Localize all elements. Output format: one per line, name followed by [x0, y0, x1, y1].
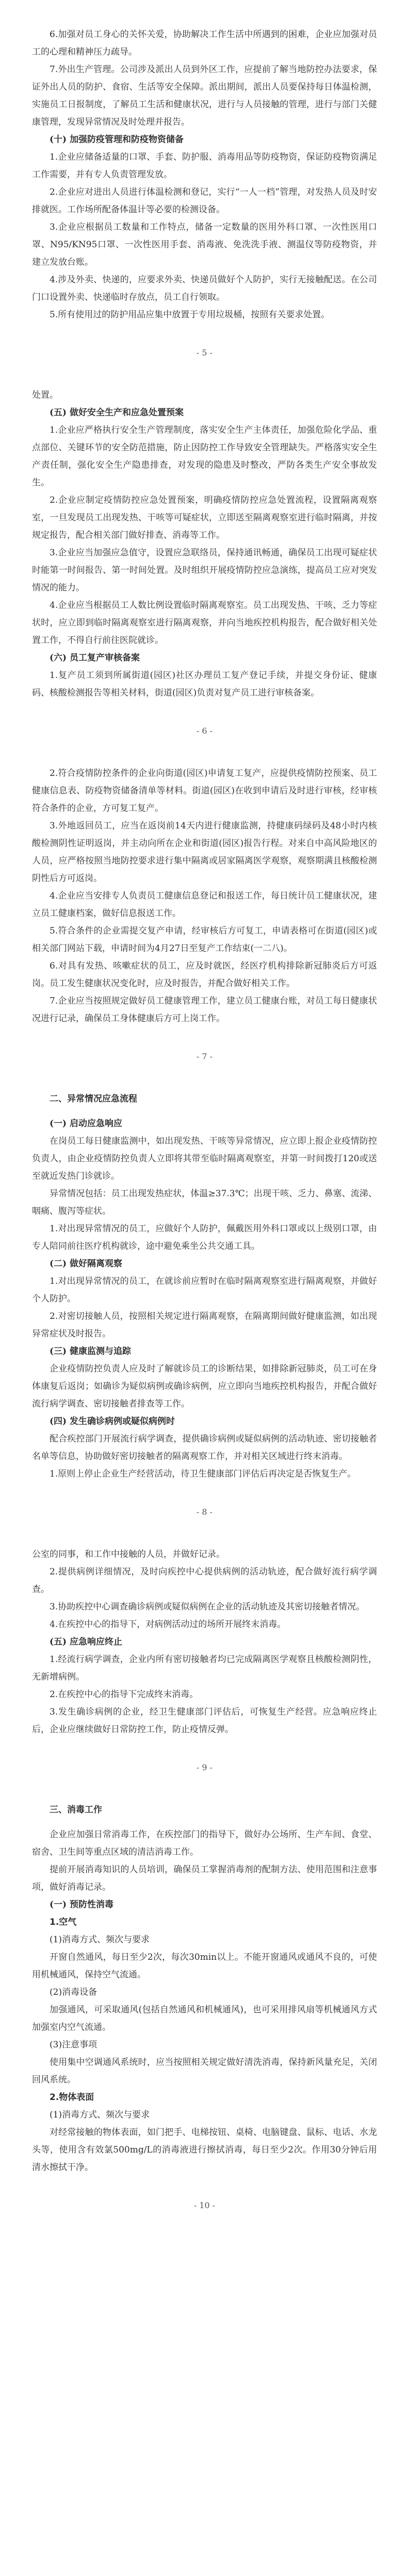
paragraph: 7.外出生产管理。公司涉及派出人员到外区工作，应提前了解当地防控办法要求，保证外出人员的防护、食宿、生活等安全保障。派出期间，派出人员要保持每日体温检测，实施员工日报制度，了解员工生活和健康状况，进行与人员接触的管理，进行与部门关健康管理，发现异常情况及时处理并报告。 — [32, 64, 377, 127]
paragraph: 2.对密切接触人员，按照相关规定进行隔离观察，在隔离期间做好健康监测，如出现异常症状及时报告。 — [32, 1311, 377, 1339]
clause-heading: (二) 做好隔离观察 — [50, 1259, 123, 1269]
paragraph: 1.对出现异常情况的员工，应做好个人防护，佩戴医用外科口罩或以上级别口罩，由专人陪同前往医疗机构就诊，途中避免乘坐公共交通工具。 — [32, 1224, 377, 1251]
page-number: - 8 - — [196, 1507, 213, 1517]
subsection-heading: 2.物体表面 — [50, 2092, 94, 2103]
subsection-heading: 1.空气 — [50, 1917, 77, 1927]
page-number: - 5 - — [196, 348, 213, 358]
paragraph: 异常情况包括：员工出现发热症状，体温≥37.3℃；出现干咳、乏力、鼻塞、流涕、咽痛、腹泻等症状。 — [32, 1189, 377, 1216]
paragraph: 企业应加强日常消毒工作，在疾控部门的指导下，做好办公场所、生产车间、食堂、宿舍、卫生间等重点区域的清洁消毒工作。 — [32, 1829, 377, 1857]
paragraph: 3.外地返回员工，应当在返岗前14天内进行健康监测，持健康码绿码及48小时内核酸检测阴性证明返岗，并主动向所在企业和街道(园区)报告行程。对来自中高风险地区的人员，应严格按照当地防控要求进行集中隔离或居家隔离医学观察，观察期满且核酸检测阴性后方可返岗。 — [32, 821, 377, 884]
paragraph: 在岗员工每日健康监测中，如出现发热、干咳等异常情况，应立即上报企业疫情防控负责人，由企业疫情防控负责人立即将其带至临时隔离观察室，并第一时间拨打120或送至就近发热门诊就诊。 — [32, 1136, 377, 1181]
paragraph: 2.企业应制定疫情防控应急处置预案，明确疫情防控应急处置流程，设置隔离观察室，一旦发现员工出现发热、干咳等可疑症状，立即送至隔离观察室进行临时隔离，并按规定报告，配合相关部门做好排查、消毒等工作。 — [32, 495, 377, 540]
paragraph: 提前开展消毒知识的人员培训，确保员工掌握消毒剂的配制方法、使用范围和注意事项，做好消毒记录。 — [32, 1865, 377, 1892]
clause-heading: (五) 做好安全生产和应急处置预案 — [50, 408, 184, 418]
section-heading: 三、消毒工作 — [50, 1805, 102, 1815]
paragraph: 4.企业应当根据员工人数比例设置临时隔离观察室。员工出现发热、干咳、乏力等症状时，应立即到临时隔离观察室进行隔离观察，并向当地疾控机构报告，配合做好相关处置工作，不得自行前往医院就诊。 — [32, 600, 377, 646]
paragraph: 1.复产员工须到所属街道(园区)社区办理员工复产登记手续，并提交身份证、健康码、核酸检测报告等相关材料，街道(园区)负责对复产员工进行审核备案。 — [32, 670, 377, 698]
paragraph: 1.企业应储备适量的口罩、手套、防护服、消毒用品等防疫物资，保证防疫物资满足工作需要，并有专人负责管理发放。 — [32, 152, 377, 180]
paragraph: (2)消毒设备 — [50, 1987, 97, 1997]
paragraph: 3.发生确诊病例的企业，经卫生健康部门评估后，可恢复生产经营。应急响应终止后，企业应继续做好日常防控工作，防止疫情反弹。 — [32, 1707, 377, 1735]
page-number: - 10 - — [193, 2200, 216, 2210]
section-heading: 二、异常情况应急流程 — [50, 1094, 137, 1104]
paragraph: 4.企业应当安排专人负责员工健康信息登记和报送工作，每日统计员工健康状况，建立员工健康档案，做好信息报送工作。 — [32, 891, 377, 919]
paragraph: 2.企业应对进出人员进行体温检测和登记，实行“一人一档”管理，对发热人员及时安排就医。工作场所配备体温计等必要的检测设备。 — [32, 187, 377, 215]
paragraph: 2.符合疫情防控条件的企业向街道(园区)申请复工复产，应提供疫情防控预案、员工健康信息表、防疫物资储备清单等材料。街道(园区)在收到申请后及时进行审核，经审核符合条件的企业，方可复工复产。 — [32, 768, 377, 814]
paragraph: 1.原则上停止企业生产经营活动，待卫生健康部门评估后再决定是否恢复生产。 — [50, 1469, 356, 1479]
paragraph: (3)注意事项 — [50, 2040, 97, 2050]
paragraph: 开窗自然通风，每日至少2次，每次30min以上。不能开窗通风或通风不良的，可使用机械通风，保持空气流通。 — [32, 1952, 377, 1980]
paragraph: 6.加强对员工身心的关怀关爱，协助解决工作生活中所遇到的困难，企业应加强对员工的心理和精神压力疏导。 — [32, 29, 377, 57]
paragraph: (1)消毒方式、频次与要求 — [50, 1935, 150, 1945]
paragraph: 3.企业应根据员工数量和工作特点，储备一定数量的医用外科口罩、一次性医用口罩、N95/KN95口罩、一次性医用手套、消毒液、免洗洗手液、测温仪等防疫物资，并建立发放台账。 — [32, 222, 377, 267]
paragraph: 6.对具有发热、咳嗽症状的员工，应及时就医，经医疗机构排除新冠肺炎后方可返岗。员工发生健康状况变化时，应及时报告，并配合做好相关工作。 — [32, 961, 377, 989]
clause-heading: (四) 发生确诊病例或疑似病例时 — [50, 1416, 175, 1427]
clause-heading: (三) 健康监测与追踪 — [50, 1346, 132, 1357]
paragraph: 2.在疾控中心的指导下完成终末消毒。 — [50, 1689, 199, 1700]
page-number: - 7 - — [196, 1052, 213, 1061]
paragraph: 4.在疾控中心的指导下，对病例活动过的场所开展终末消毒。 — [50, 1619, 286, 1630]
paragraph: 公室的同事，和工作中接触的人员，并做好记录。 — [32, 1549, 225, 1560]
paragraph: 对经常接触的物体表面，如门把手、电梯按钮、桌椅、电脑键盘、鼠标、电话、水龙头等，使用含有效氯500mg/L的消毒液进行擦拭消毒，每日至少2次。作用30分钟后用清水擦拭干净。 — [32, 2127, 377, 2173]
paragraph: 4.涉及外卖、快递的，应要求外卖、快递员做好个人防护，实行无接触配送。在公司门口设置外卖、快递临时存放点，员工自行领取。 — [32, 275, 377, 302]
clause-heading: (六) 员工复产审核备案 — [50, 653, 140, 663]
clause-heading: (五) 应急响应终止 — [50, 1637, 123, 1647]
paragraph: 3.企业应当加强应急值守，设置应急联络员，保持通讯畅通，确保员工出现可疑症状时能第一时间报告、第一时间处置。及时组织开展疫情防控应急演练，提高员工应对突发情况的能力。 — [32, 548, 377, 593]
paragraph: 3.协助疾控中心调查确诊病例或疑似病例在企业的活动轨迹及其密切接触者情况。 — [50, 1602, 365, 1612]
page-number: - 9 - — [196, 1762, 213, 1772]
clause-heading: (十) 加强防疫管理和防疫物资储备 — [50, 134, 184, 145]
paragraph: 2.提供病例详细情况，及时向疾控中心提供病例的活动轨迹，配合做好流行病学调查。 — [32, 1567, 377, 1595]
paragraph: 1.经流行病学调查，企业内所有密切接触者均已完成隔离医学观察且核酸检测阴性，无新增病例。 — [32, 1654, 377, 1682]
paragraph: 1.对出现异常情况的员工，在就诊前应暂时在临时隔离观察室进行隔离观察，并做好个人防护。 — [32, 1276, 377, 1304]
paragraph: 企业疫情防控负责人应及时了解就诊员工的诊断结果，如排除新冠肺炎，员工可在身体康复后返岗；如确诊为疑似病例或确诊病例，应立即向当地疾控机构报告，并配合做好流行病学调查、密切接触者排查等工作。 — [32, 1364, 377, 1409]
paragraph: 7.企业应当按照规定做好员工健康管理工作，建立员工健康台账，对员工每日健康状况进行记录，确保员工身体健康后方可上岗工作。 — [32, 996, 377, 1024]
paragraph: (1)消毒方式、频次与要求 — [50, 2110, 150, 2120]
paragraph: 使用集中空调通风系统时，应当按照相关规定做好清洗消毒，保持新风量充足，关闭回风系统。 — [32, 2057, 377, 2085]
paragraph: 加强通风，可采取通风(包括自然通风和机械通风)，也可采用排风扇等机械通风方式加强室内空气流通。 — [32, 2005, 377, 2032]
clause-heading: (一) 启动应急响应 — [50, 1118, 123, 1129]
paragraph: 配合疾控部门开展流行病学调查，提供确诊病例或疑似病例的活动轨迹、密切接触者名单等信息，协助做好密切接触者的隔离观察工作，并对相关区域进行终末消毒。 — [32, 1434, 377, 1462]
clause-heading: (一) 预防性消毒 — [50, 1900, 114, 1910]
paragraph: 5.所有使用过的防护用品应集中放置于专用垃圾桶，按照有关要求处置。 — [50, 310, 330, 320]
page-number: - 6 - — [196, 726, 213, 736]
paragraph: 处置。 — [32, 390, 58, 400]
paragraph: 1.企业应严格执行安全生产管理制度，落实安全生产主体责任，加强危险化学品、重点部位、关键环节的安全防范措施，防止因防控工作导致安全管理缺失。严格落实安全生产责任制，强化安全生产隐患排查，对发现的隐患及时整改，严防各类生产安全事故发生。 — [32, 425, 377, 488]
paragraph: 5.符合条件的企业需提交复产申请，经审核后方可复工，申请表格可在街道(园区)或相关部门网站下载，申请时间为4月27日至复产工作结束(一二八)。 — [32, 926, 377, 954]
